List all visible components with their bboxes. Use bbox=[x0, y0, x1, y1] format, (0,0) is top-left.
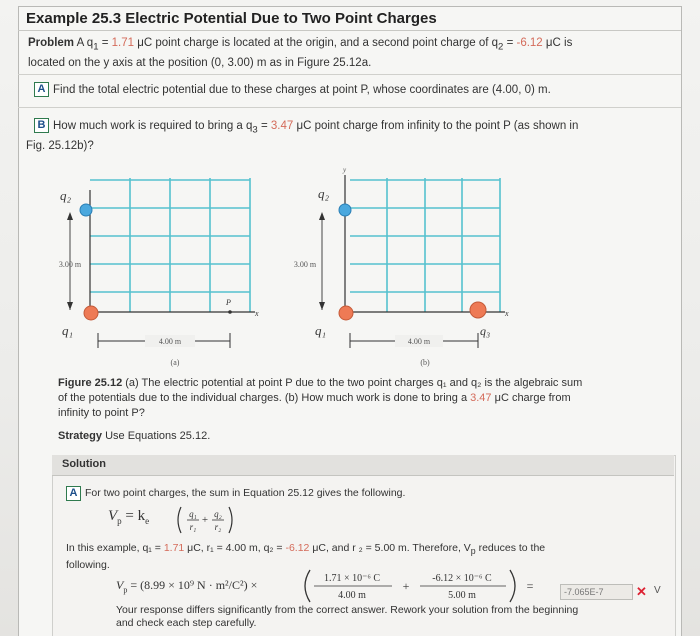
equation-2-fractions bbox=[302, 566, 552, 606]
figure-25-12 bbox=[0, 150, 700, 375]
figure-b-ylen: 3.00 m bbox=[293, 260, 317, 269]
figure-caption: Figure 25.12 (a) The electric potential at point P due to the two point charges q₁ and q₂ is the algebraic sum of the potentials due to the individual charges. (b) How much work is done to bring a 3.47 μC charge from infinity to point P? bbox=[58, 377, 583, 419]
title-divider bbox=[18, 30, 681, 31]
equation-1: $V_p = k_e$ bbox=[108, 508, 150, 526]
q1-charge-marker-b bbox=[339, 306, 353, 320]
svg-text:q₁: q₁ bbox=[189, 509, 197, 519]
svg-text:r₁: r₁ bbox=[189, 522, 197, 532]
part-b-question: B How much work is required to bring a $q_3 = 3.47$ μC point charge from infinity to the point P (as shown in Fig. 25.12b)? bbox=[26, 119, 579, 153]
divider bbox=[18, 107, 681, 108]
figure-b-x-label: x bbox=[505, 309, 509, 318]
eq2-num2: -6.12 × 10⁻⁶ C bbox=[432, 573, 492, 584]
figure-b-y-label: y bbox=[343, 166, 347, 174]
figure-a-xlen: 4.00 m bbox=[158, 337, 182, 346]
figure-panel-b bbox=[294, 166, 509, 367]
equation-2: $V_p = (8.99 \times 10^9$ N · m²/C²) × bbox=[116, 578, 258, 595]
solution-example-text: In this example, q₁ = 1.71 μC, r₁ = 4.00 m, q₂ = -6.12 μC, and r ₂ = 5.00 m. Therefore, $V_p$ reduces to the following. bbox=[66, 542, 546, 572]
answer-input[interactable]: -7.065E-7 bbox=[560, 584, 633, 600]
figure-a-x-label: x bbox=[255, 309, 259, 318]
figure-a-label: (a) bbox=[170, 358, 180, 367]
solution-a-badge[interactable]: A bbox=[66, 486, 81, 501]
svg-text:r₂: r₂ bbox=[214, 522, 222, 532]
q3-charge-marker bbox=[470, 302, 486, 318]
caption-lead: Figure 25.12 bbox=[58, 377, 123, 389]
figure-b-q3-label: q₃ bbox=[480, 324, 491, 338]
figure-a-q2-label: q₂ bbox=[60, 188, 72, 203]
figure-a-p-label: P bbox=[226, 298, 231, 307]
part-a-badge[interactable]: A bbox=[34, 82, 49, 97]
eq2-den2: 5.00 m bbox=[448, 590, 476, 601]
page-title: Example 25.3 Electric Potential Due to Two Point Charges bbox=[26, 10, 437, 27]
problem-label: Problem bbox=[28, 37, 75, 49]
figure-b-label: (b) bbox=[420, 358, 430, 367]
svg-text:+: + bbox=[402, 579, 410, 593]
part-b-badge[interactable]: B bbox=[34, 118, 49, 133]
point-p-marker bbox=[228, 310, 232, 314]
part-a-question: A Find the total electric potential due to these charges at point P, whose coordinates are (4.00, 0) m. bbox=[34, 82, 551, 98]
q2-value: -6.12 bbox=[516, 37, 543, 49]
figure-b-q1-label: q₁ bbox=[315, 323, 327, 338]
q2-charge-marker bbox=[80, 204, 92, 216]
q2-charge-marker-b bbox=[339, 204, 351, 216]
q1-value: 1.71 bbox=[111, 37, 135, 49]
q3-value: 3.47 bbox=[270, 120, 294, 132]
incorrect-icon: ✕ bbox=[636, 584, 647, 599]
equation-1-fractions bbox=[175, 505, 235, 535]
svg-text:+: + bbox=[201, 514, 209, 526]
divider bbox=[18, 74, 681, 75]
solution-intro: A For two point charges, the sum in Equation 25.12 gives the following. bbox=[66, 485, 405, 501]
figure-a-ylen: 3.00 m bbox=[58, 260, 82, 269]
caption-q3-value: 3.47 bbox=[470, 392, 492, 404]
svg-text:q₂: q₂ bbox=[214, 509, 222, 519]
solution-heading: Solution bbox=[62, 458, 106, 470]
figure-b-q2-label: q₂ bbox=[318, 186, 330, 201]
solution-header bbox=[52, 455, 674, 476]
answer-v-label: V bbox=[654, 585, 661, 596]
q1-charge-marker bbox=[84, 306, 98, 320]
eq2-num1: 1.71 × 10⁻⁶ C bbox=[323, 573, 381, 584]
svg-text:=: = bbox=[526, 579, 534, 593]
figure-a-q1-label: q₁ bbox=[62, 323, 74, 338]
figure-b-xlen: 4.00 m bbox=[407, 337, 431, 346]
figure-panel-a bbox=[59, 178, 259, 367]
strategy-line: Strategy Use Equations 25.12. bbox=[58, 430, 211, 442]
problem-statement: Problem A $q_1 = 1.71$ μC point charge is located at the origin, and a second point charge of $q_2 = -6.12$ μC is located on the y axis at the position (0, 3.00) m as in Figure 25.12a. bbox=[28, 37, 573, 70]
strategy-label: Strategy bbox=[58, 430, 103, 442]
feedback-message: Your response differs significantly from the correct answer. Rework your solution from the beginning and check each step carefully. bbox=[116, 604, 579, 629]
eq2-den1: 4.00 m bbox=[338, 590, 366, 601]
